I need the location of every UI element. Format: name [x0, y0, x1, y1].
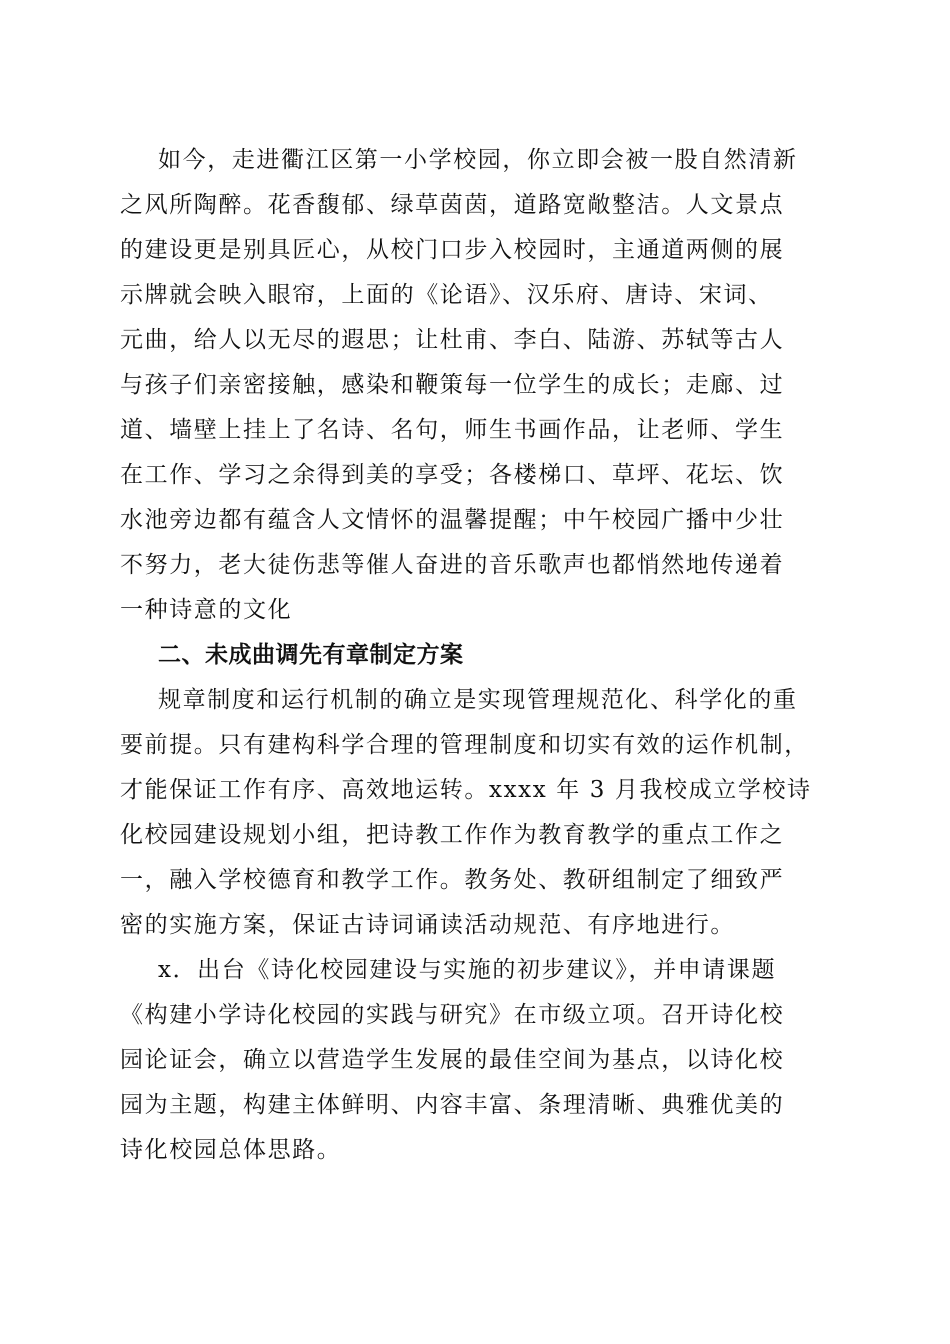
paragraph-line: 之风所陶醉。花香馥郁、绿草茵茵，道路宽敞整洁。人文景点: [120, 192, 785, 218]
paragraph-campus-environment: [120, 138, 830, 633]
paragraph-line: 在工作、学习之余得到美的享受；各楼梯口、草坪、花坛、饮: [120, 462, 785, 488]
paragraph-line: x．出台《诗化校园建设与实施的初步建议》，并申请课题: [158, 957, 777, 983]
section-heading: 二、未成曲调先有章制定方案: [158, 642, 464, 668]
document-body: [120, 138, 830, 1173]
paragraph-line: 化校园建设规划小组，把诗教工作作为教育教学的重点工作之: [120, 822, 785, 848]
paragraph-line: 与孩子们亲密接触，感染和鞭策每一位学生的成长；走廊、过: [120, 372, 785, 398]
paragraph-line: 一种诗意的文化: [120, 597, 293, 623]
paragraph-line: 规章制度和运行机制的确立是实现管理规范化、科学化的重: [158, 687, 798, 713]
paragraph-line: 密的实施方案，保证古诗词诵读活动规范、有序地进行。: [120, 912, 735, 938]
paragraph-line: 示牌就会映入眼帘，上面的《论语》、汉乐府、唐诗、宋词、: [120, 282, 773, 308]
paragraph-line: 一，融入学校德育和教学工作。教务处、教研组制定了细致严: [120, 867, 785, 893]
paragraph-line: 水池旁边都有蕴含人文情怀的温馨提醒；中午校园广播中少壮: [120, 507, 785, 533]
paragraph-line: 园论证会，确立以营造学生发展的最佳空间为基点，以诗化校: [120, 1047, 785, 1073]
paragraph-line: 《构建小学诗化校园的实践与研究》在市级立项。召开诗化校: [120, 1002, 785, 1028]
paragraph-line: 元曲，给人以无尽的遐思；让杜甫、李白、陆游、苏轼等古人: [120, 327, 785, 353]
paragraph-regulations: [120, 678, 830, 948]
paragraph-line: 如今，走进衢江区第一小学校园，你立即会被一股自然清新: [158, 147, 798, 173]
paragraph-line: 要前提。只有建构科学合理的管理制度和切实有效的运作机制，: [120, 732, 809, 758]
paragraph-line: 不努力，老大徒伤悲等催人奋进的音乐歌声也都悄然地传递着: [120, 552, 785, 578]
paragraph-initial-proposal: [120, 948, 830, 1173]
paragraph-line: 的建设更是别具匠心，从校门口步入校园时，主通道两侧的展: [120, 237, 785, 263]
paragraph-line: 诗化校园总体思路。: [120, 1137, 342, 1163]
paragraph-line: 才能保证工作有序、高效地运转。xxxx 年 3 月我校成立学校诗: [120, 777, 812, 803]
paragraph-line: 道、墙壁上挂上了名诗、名句，师生书画作品，让老师、学生: [120, 417, 785, 443]
paragraph-line: 园为主题，构建主体鲜明、内容丰富、条理清晰、典雅优美的: [120, 1092, 785, 1118]
